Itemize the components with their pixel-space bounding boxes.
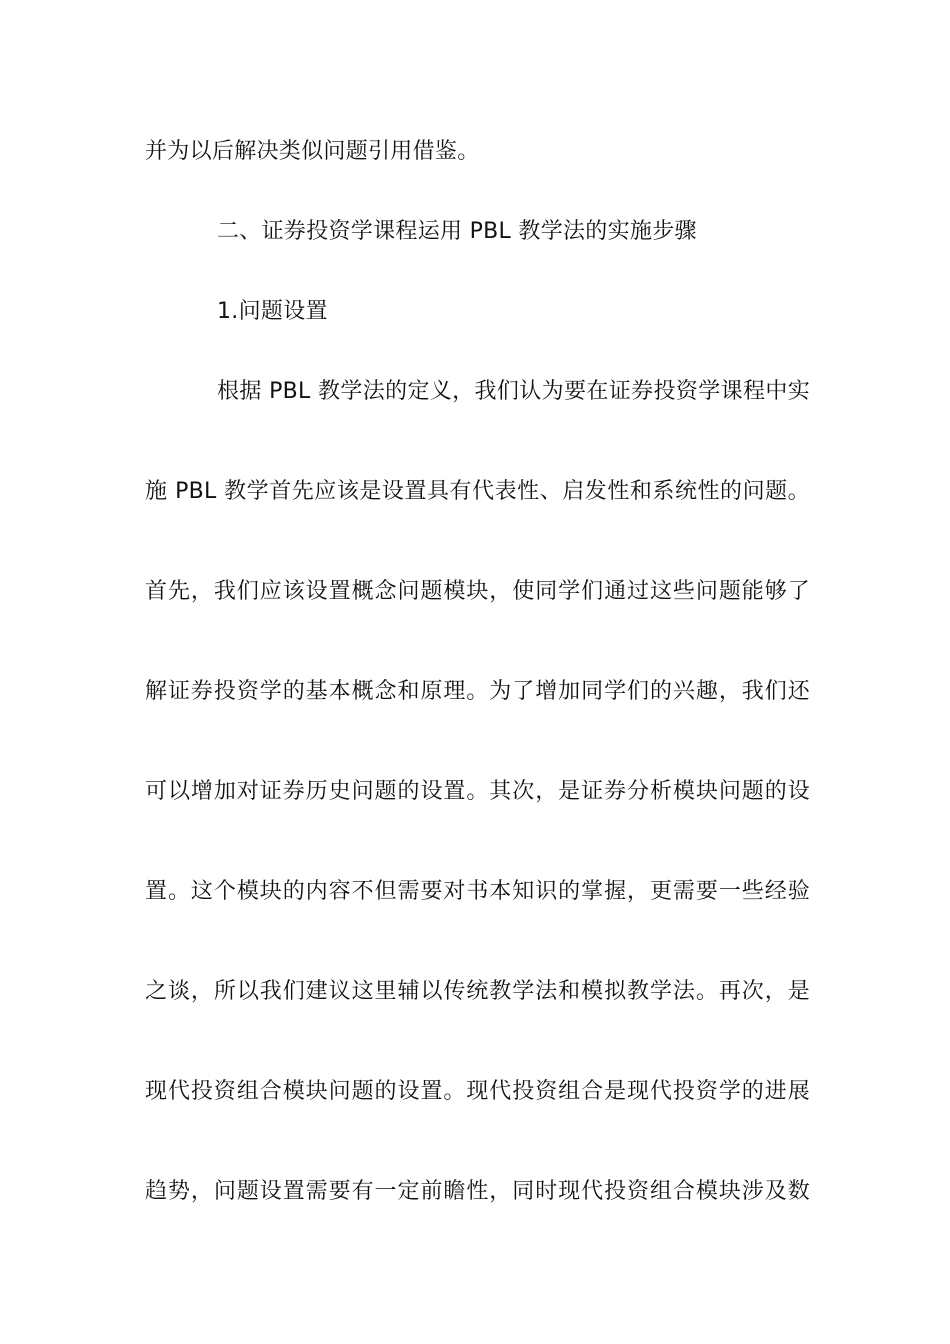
paragraph-line-first: 根据 PBL 教学法的定义，我们认为要在证券投资学课程中实 bbox=[217, 379, 810, 404]
subsection-heading: 1.问题设置 bbox=[217, 299, 328, 324]
paragraph-line-continuation: 并为以后解决类似问题引用借鉴。 bbox=[145, 139, 480, 164]
paragraph-line: 施 PBL 教学首先应该是设置具有代表性、启发性和系统性的问题。 bbox=[145, 479, 810, 504]
paragraph-line: 趋势，问题设置需要有一定前瞻性，同时现代投资组合模块涉及数 bbox=[145, 1179, 810, 1204]
paragraph-line: 现代投资组合模块问题的设置。现代投资组合是现代投资学的进展 bbox=[145, 1079, 810, 1104]
paragraph-line: 可以增加对证券历史问题的设置。其次，是证券分析模块问题的设 bbox=[145, 779, 810, 804]
paragraph-line: 解证券投资学的基本概念和原理。为了增加同学们的兴趣，我们还 bbox=[145, 679, 810, 704]
paragraph-line: 首先，我们应该设置概念问题模块，使同学们通过这些问题能够了 bbox=[145, 579, 810, 604]
section-heading: 二、证券投资学课程运用 PBL 教学法的实施步骤 bbox=[217, 219, 697, 244]
paragraph-line: 之谈，所以我们建议这里辅以传统教学法和模拟教学法。再次，是 bbox=[145, 979, 810, 1004]
paragraph-line: 置。这个模块的内容不但需要对书本知识的掌握，更需要一些经验 bbox=[145, 879, 810, 904]
